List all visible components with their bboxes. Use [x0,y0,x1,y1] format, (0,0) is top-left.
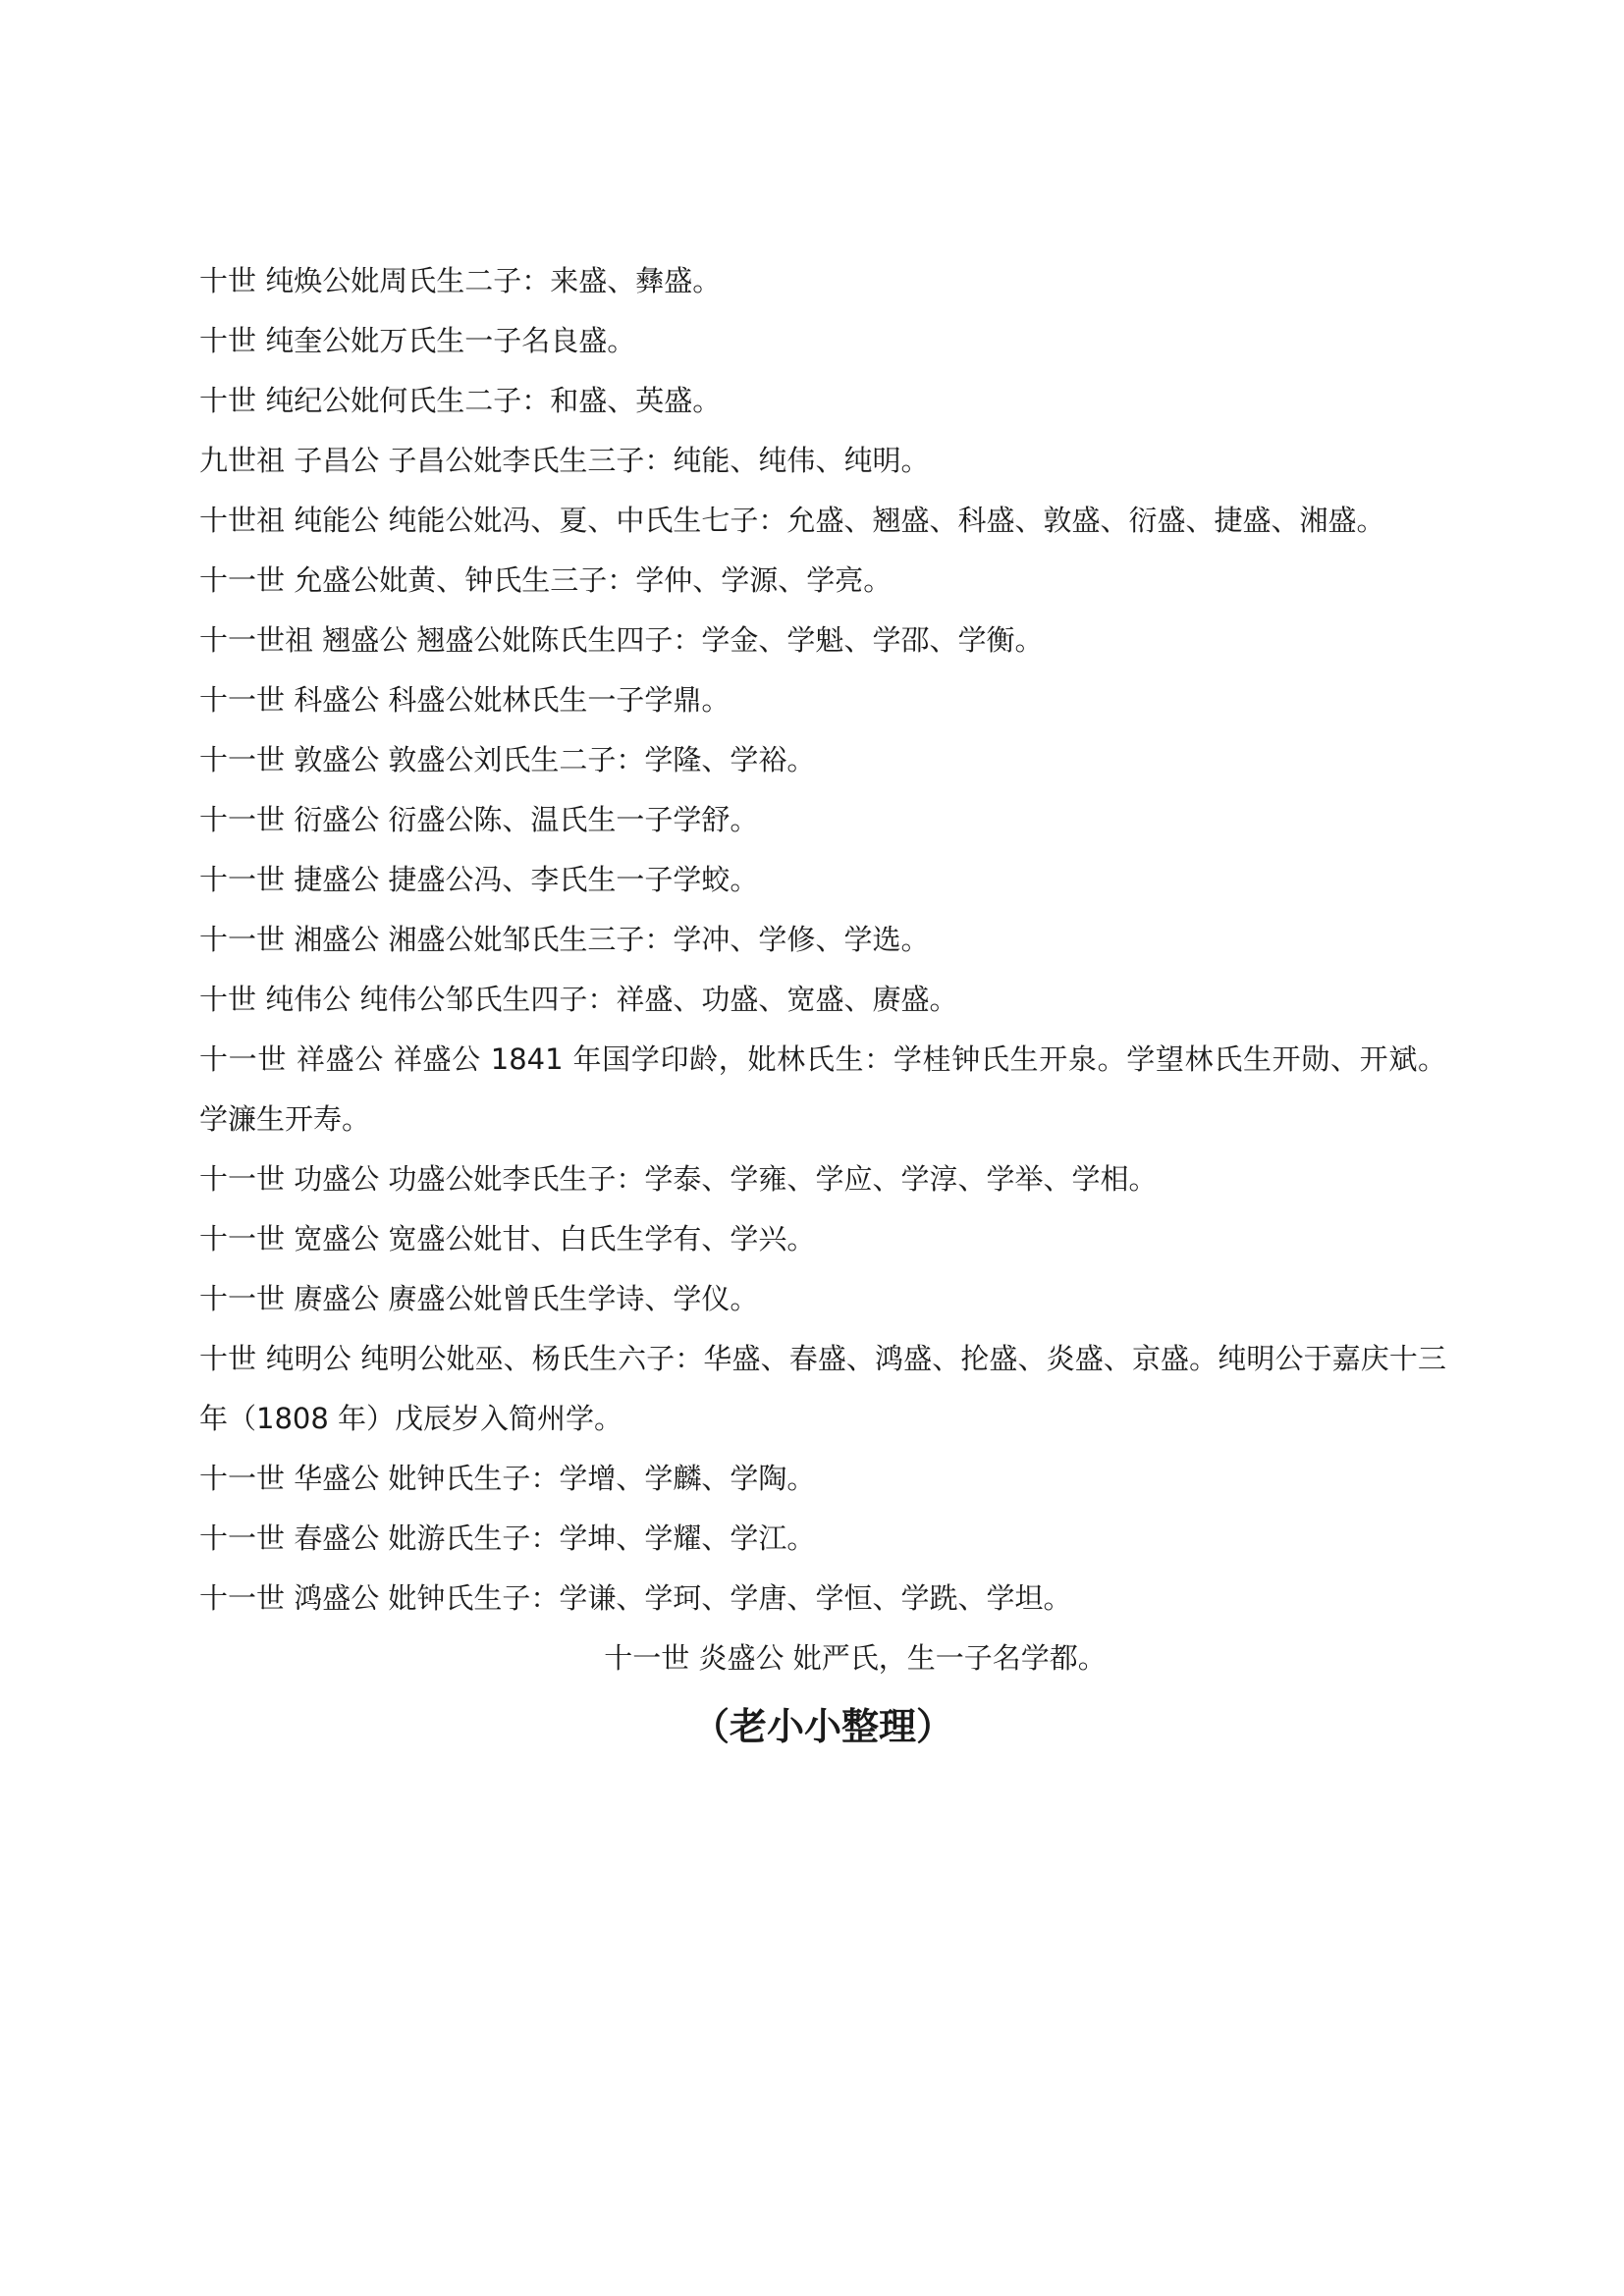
compiler-signature: （老小小整理） [691,1705,953,1748]
genealogy-entry-centered: 十一世 炎盛公 妣严氏，生一子名学都。 [604,1641,1107,1675]
genealogy-entry: 十世 纯奎公妣万氏生一子名良盛。 [199,324,636,357]
genealogy-entry: 十一世 衍盛公 衍盛公陈、温氏生一子学舒。 [199,803,759,836]
genealogy-entry: 十世 纯纪公妣何氏生二子：和盛、英盛。 [199,384,722,417]
genealogy-entry: 十一世 华盛公 妣钟氏生子：学增、学麟、学陶。 [199,1462,816,1495]
genealogy-entry: 十世 纯焕公妣周氏生二子：来盛、彝盛。 [199,264,722,297]
genealogy-entry: 十一世 鸿盛公 妣钟氏生子：学谦、学珂、学唐、学恒、学跣、学坦。 [199,1581,1072,1615]
genealogy-entry: 十一世 宽盛公 宽盛公妣甘、白氏生学有、学兴。 [199,1222,816,1255]
genealogy-text-block [199,251,1446,1761]
genealogy-entry: 十一世 允盛公妣黄、钟氏生三子：学仲、学源、学亮。 [199,563,893,597]
genealogy-entry: 十一世 祥盛公 祥盛公 1841 年国学印龄，妣林氏生：学桂钟氏生开泉。学望林氏生开勋、开斌。学濂生开寿。 [199,1042,1446,1136]
genealogy-entry: 十一世 赓盛公 赓盛公妣曾氏生学诗、学仪。 [199,1282,759,1315]
genealogy-entry: 十世祖 纯能公 纯能公妣冯、夏、中氏生七子：允盛、翘盛、科盛、敦盛、衍盛、捷盛、湘盛。 [199,504,1385,537]
genealogy-entry: 十一世祖 翘盛公 翘盛公妣陈氏生四子：学金、学魁、学邵、学衡。 [199,623,1044,657]
genealogy-entry: 十一世 敦盛公 敦盛公刘氏生二子：学隆、学裕。 [199,743,816,776]
genealogy-entry: 十一世 科盛公 科盛公妣林氏生一子学鼎。 [199,683,731,717]
genealogy-entry: 十一世 捷盛公 捷盛公冯、李氏生一子学蛟。 [199,863,759,896]
genealogy-entry: 九世祖 子昌公 子昌公妣李氏生三子：纯能、纯伟、纯明。 [199,444,930,477]
genealogy-entry: 十一世 湘盛公 湘盛公妣邹氏生三子：学冲、学修、学选。 [199,923,930,956]
genealogy-entry: 十一世 功盛公 功盛公妣李氏生子：学泰、学雍、学应、学淳、学举、学相。 [199,1162,1158,1196]
genealogy-entry: 十一世 春盛公 妣游氏生子：学坤、学耀、学江。 [199,1522,816,1555]
genealogy-entry: 十世 纯伟公 纯伟公邹氏生四子：祥盛、功盛、宽盛、赓盛。 [199,983,958,1016]
genealogy-entry: 十世 纯明公 纯明公妣巫、杨氏生六子：华盛、春盛、鸿盛、抡盛、炎盛、京盛。纯明公于嘉庆十三年（1808 年）戊辰岁入简州学。 [199,1342,1446,1435]
